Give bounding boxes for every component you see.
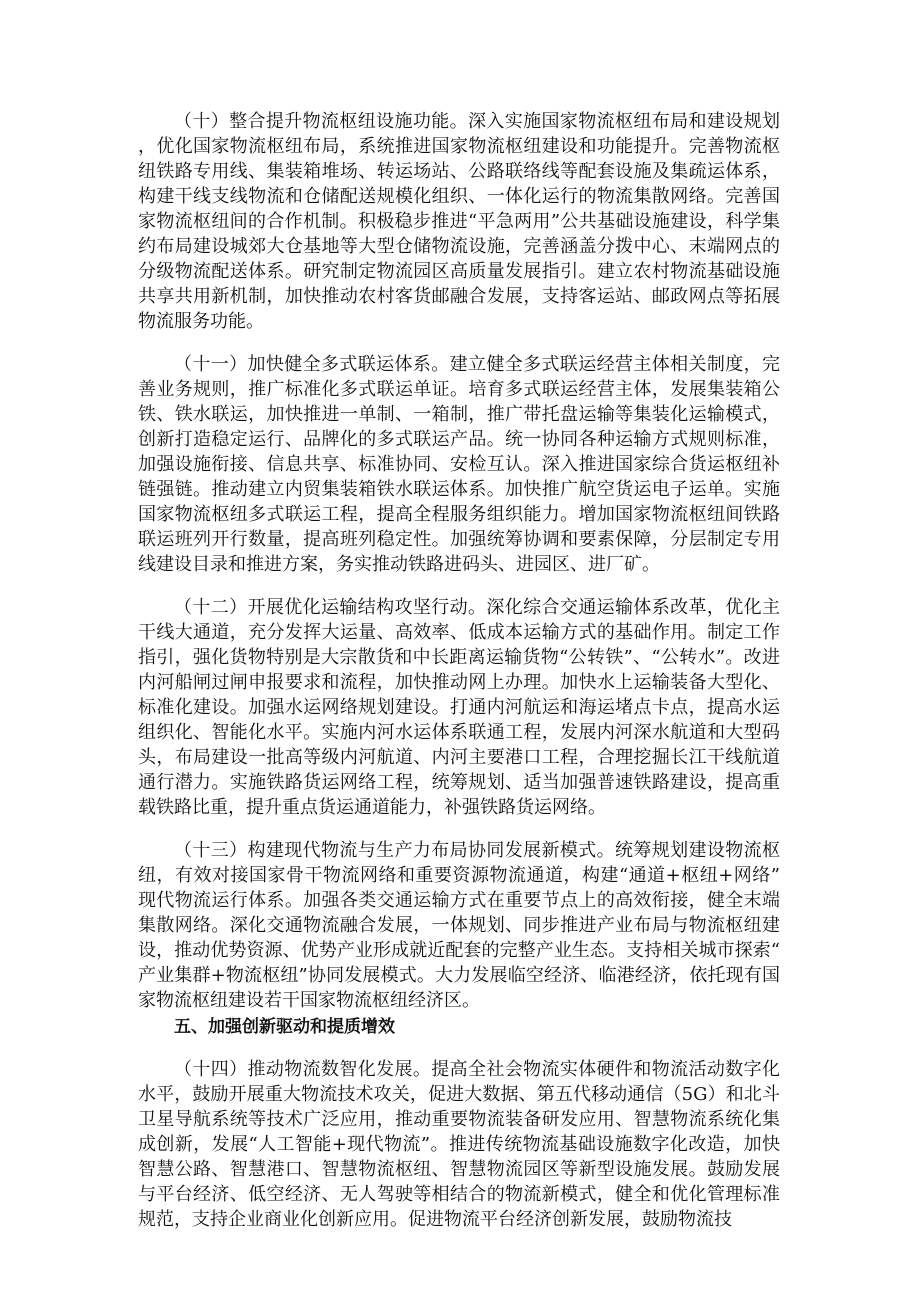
paragraph-eleven: （十一）加快健全多式联运体系。建立健全多式联运经营主体相关制度，完善业务规则，推广标准化多式联运单证。培育多式联运经营主体，发展集装箱公铁、铁水联运，加快推进一单制、一箱制，推广带托盘运输等集装化运输模式，创新打造稳定运行、品牌化的多式联运产品。统一协同各种运输方式规则标准，加强设施衔接、信息共享、标准协同、安检互认。深入推进国家综合货运枢纽补链强链。推动建立内贸集装箱铁水联运体系。加快推广航空货运电子运单。实施国家物流枢纽多式联运工程，提高全程服务组织能力。增加国家物流枢纽间铁路联运班列开行数量，提高班列稳定性。加强统筹协调和要素保障，分层制定专用线建设目录和推进方案，务实推动铁路进码头、进园区、进厂矿。 xyxy=(138,354,780,575)
section-heading: 五、加强创新驱动和提质增效 xyxy=(174,1017,395,1037)
document-body xyxy=(138,109,780,1232)
paragraph-thirteen: （十三）构建现代物流与生产力布局协同发展新模式。统筹规划建设物流枢纽，有效对接国家骨干物流网络和重要资源物流通道，构建“通道+枢纽+网络”现代物流运行体系。加强各类交通运输方式在重要节点上的高效衔接，健全末端集散网络。深化交通物流融合发展，一体规划、同步推进产业布局与物流枢纽建设，推动优势资源、优势产业形成就近配套的完整产业生态。支持相关城市探索“产业集群+物流枢纽”协同发展模式。大力发展临空经济、临港经济，依托现有国家物流枢纽建设若干国家物流枢纽经济区。 xyxy=(138,840,780,1011)
paragraph-ten: （十）整合提升物流枢纽设施功能。深入实施国家物流枢纽布局和建设规划，优化国家物流枢纽布局，系统推进国家物流枢纽建设和功能提升。完善物流枢纽铁路专用线、集装箱堆场、转运场站、公路联络线等配套设施及集疏运体系，构建干线支线物流和仓储配送规模化组织、一体化运行的物流集散网络。完善国家物流枢纽间的合作机制。积极稳步推进“平急两用”公共基础设施建设，科学集约布局建设城郊大仓基地等大型仓储物流设施，完善涵盖分拨中心、末端网点的分级物流配送体系。研究制定物流园区高质量发展指引。建立农村物流基础设施共享共用新机制，加快推动农村客货邮融合发展，支持客运站、邮政网点等拓展物流服务功能。 xyxy=(138,111,780,332)
paragraph-fourteen: （十四）推动物流数智化发展。提高全社会物流实体硬件和物流活动数字化水平，鼓励开展重大物流技术攻关，促进大数据、第五代移动通信（5G）和北斗卫星导航系统等技术广泛应用，推动重要物流装备研发应用、智慧物流系统化集成创新，发展“人工智能+现代物流”。推进传统物流基础设施数字化改造，加快智慧公路、智慧港口、智慧物流枢纽、智慧物流园区等新型设施发展。鼓励发展与平台经济、低空经济、无人驾驶等相结合的物流新模式，健全和优化管理标准规范，支持企业商业化创新应用。促进物流平台经济创新发展，鼓励物流技 xyxy=(138,1059,780,1230)
paragraph-twelve: （十二）开展优化运输结构攻坚行动。深化综合交通运输体系改革，优化主干线大通道，充分发挥大运量、高效率、低成本运输方式的基础作用。制定工作指引，强化货物特别是大宗散货和中长距离运输货物“公转铁”、“公转水”。改进内河船闸过闸申报要求和流程，加快推动网上办理。加快水上运输装备大型化、标准化建设。加强水运网络规划建设。打通内河航运和海运堵点卡点，提高水运组织化、智能化水平。实施内河水运体系联通工程，发展内河深水航道和大型码头，布局建设一批高等级内河航道、内河主要港口工程，合理挖掘长江干线航道通行潜力。实施铁路货运网络工程，统筹规划、适当加强普速铁路建设，提高重载铁路比重，提升重点货运通道能力，补强铁路货运网络。 xyxy=(138,597,780,818)
